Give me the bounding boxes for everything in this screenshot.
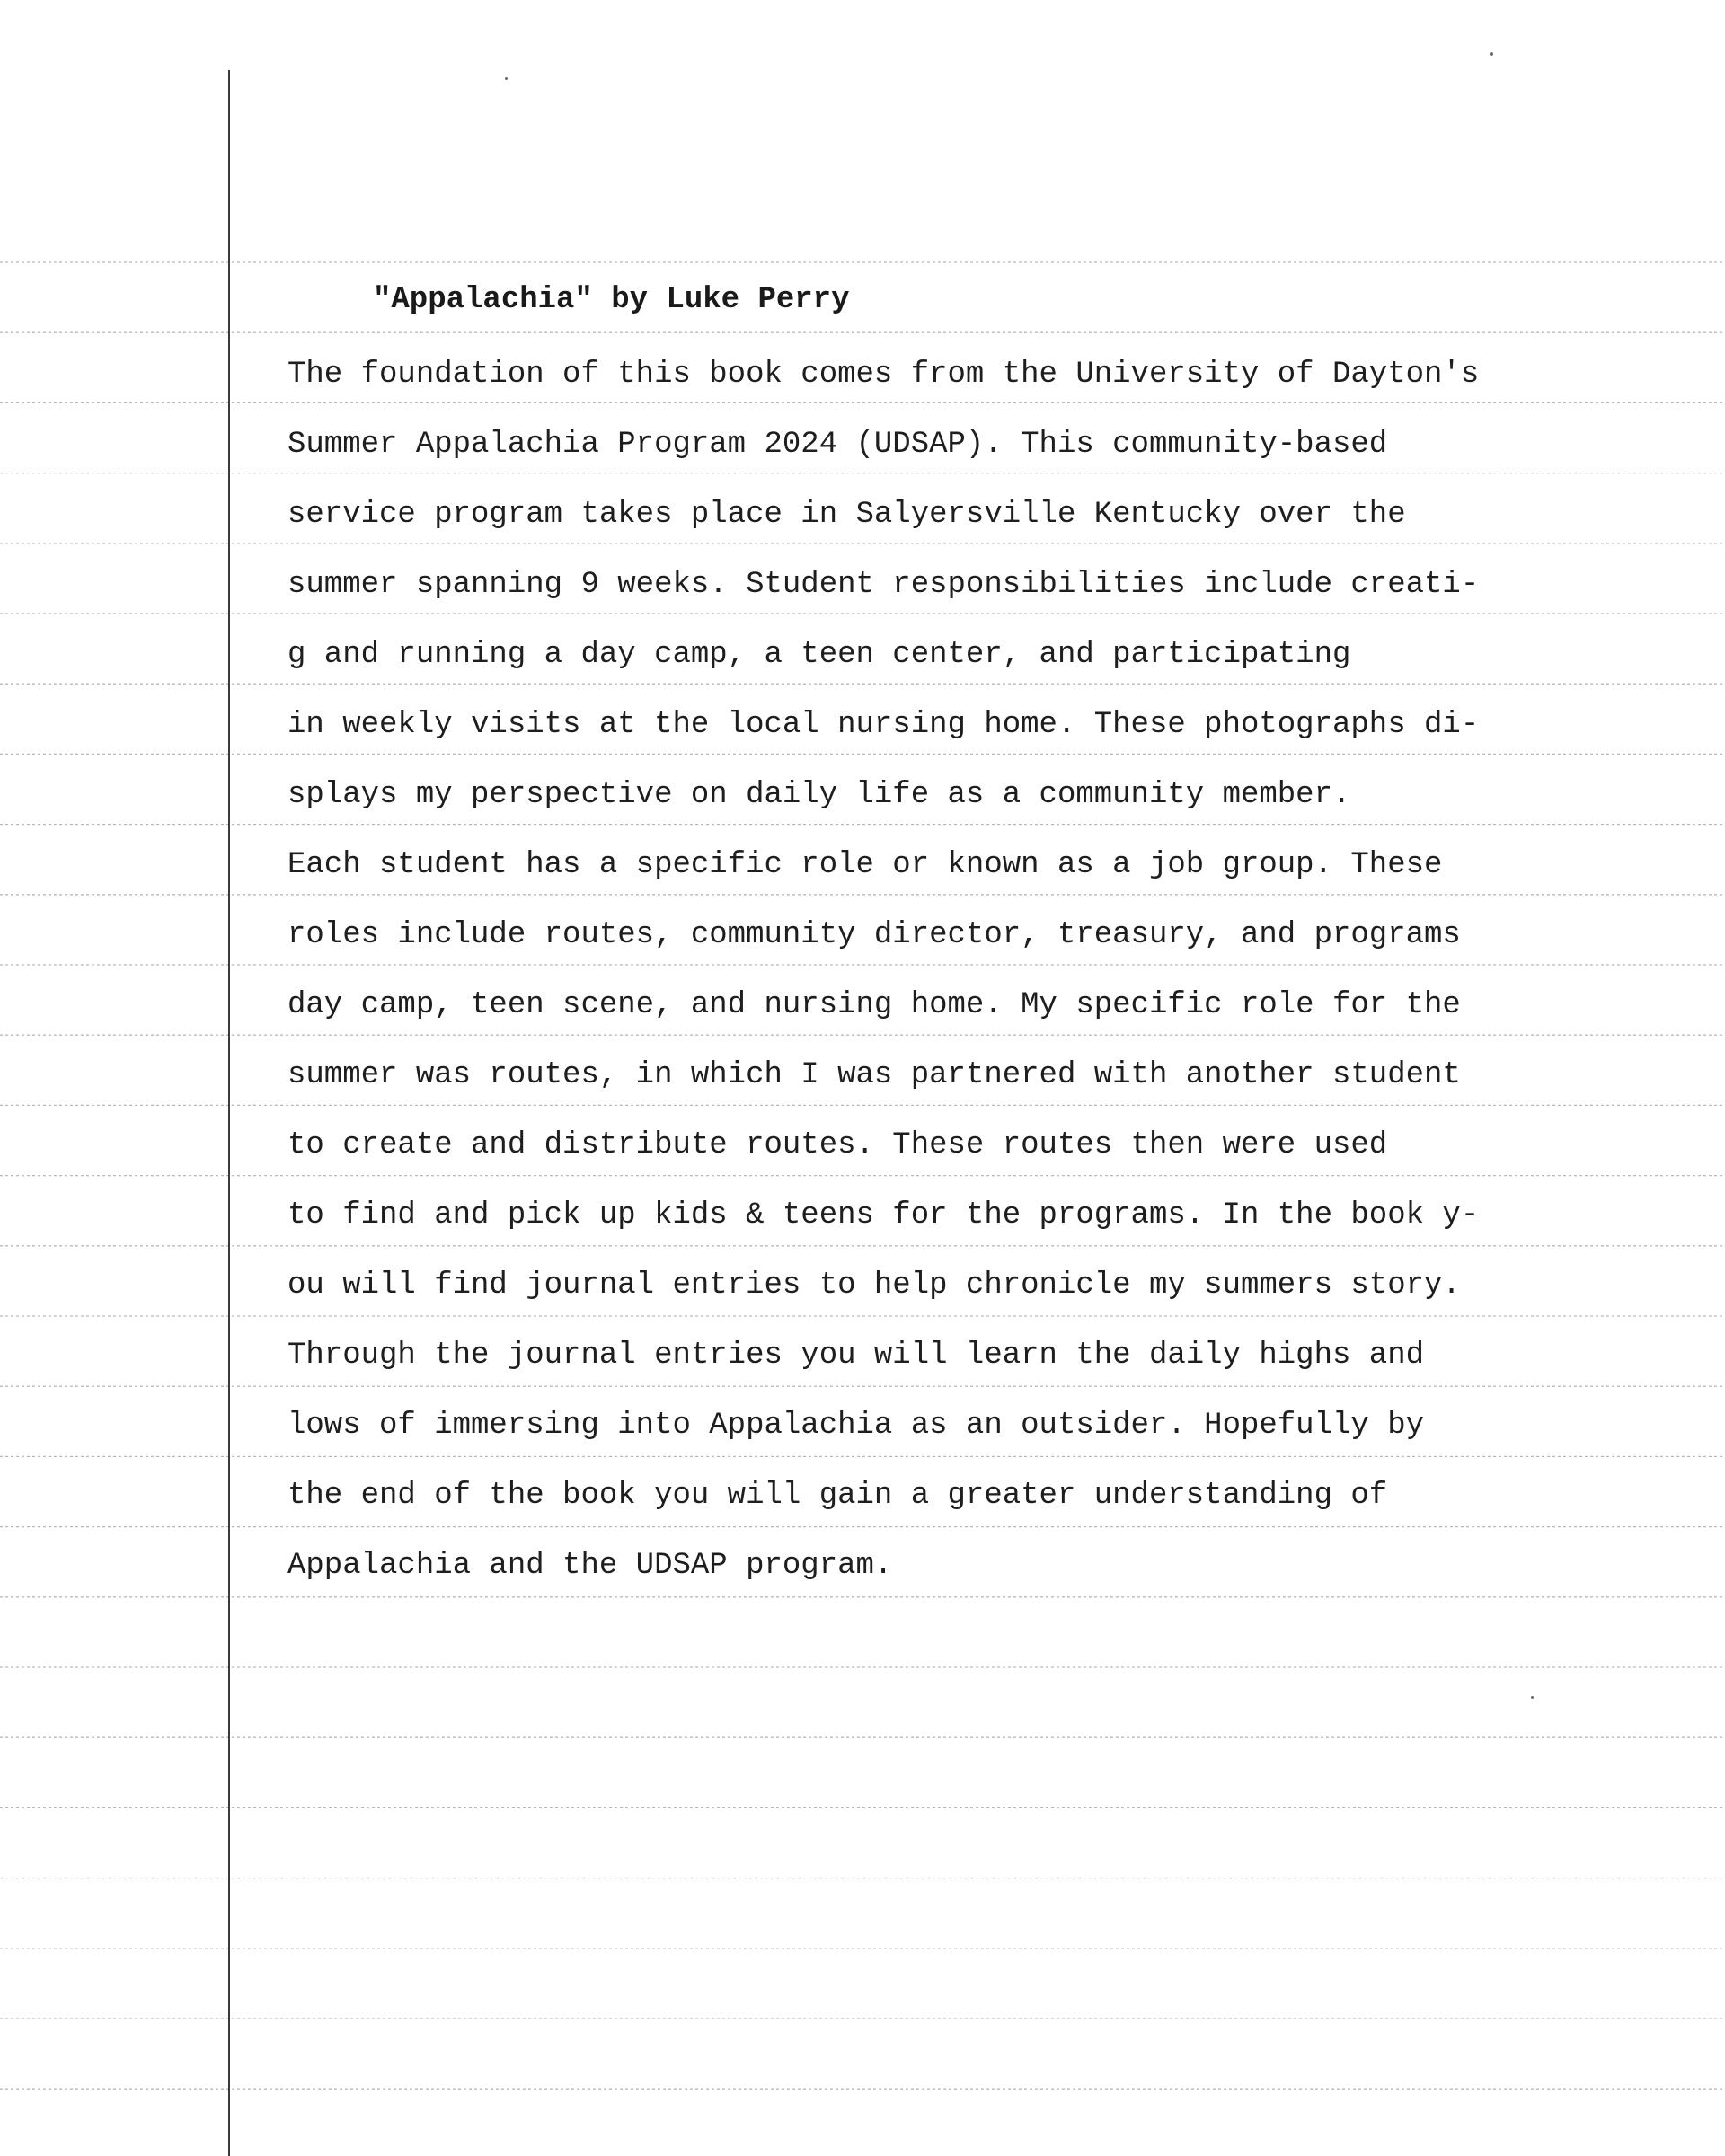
text-line: Through the journal entries you will learn the daily highs and: [288, 1339, 1425, 1373]
text-line: Appalachia and the UDSAP program.: [288, 1549, 893, 1583]
text-line: day camp, teen scene, and nursing home. My specific role for the: [288, 988, 1461, 1022]
text-line: to find and pick up kids & teens for the programs. In the book y-: [288, 1198, 1480, 1233]
body-text: [288, 349, 1707, 1610]
margin-line: [228, 70, 230, 2156]
text-line: summer spanning 9 weeks. Student responsibilities include creati-: [288, 568, 1480, 602]
text-line: ou will find journal entries to help chronicle my summers story.: [288, 1268, 1461, 1303]
text-line: the end of the book you will gain a greater understanding of: [288, 1479, 1388, 1513]
paper-speck: [1490, 52, 1493, 56]
document-title: "Appalachia" by Luke Perry: [373, 283, 850, 317]
text-line: service program takes place in Salyersville Kentucky over the: [288, 498, 1406, 532]
text-line: roles include routes, community director, treasury, and programs: [288, 918, 1461, 952]
text-line: Each student has a specific role or known as a job group. These: [288, 848, 1443, 882]
text-line: splays my perspective on daily life as a community member.: [288, 778, 1351, 812]
paper-speck: [1531, 1696, 1534, 1699]
paper-speck: [505, 77, 508, 80]
text-line: The foundation of this book comes from the University of Dayton's: [288, 358, 1480, 392]
text-line: lows of immersing into Appalachia as an outsider. Hopefully by: [288, 1409, 1425, 1443]
text-line: summer was routes, in which I was partnered with another student: [288, 1058, 1461, 1092]
text-line: Summer Appalachia Program 2024 (UDSAP). This community-based: [288, 428, 1388, 462]
text-line: g and running a day camp, a teen center, and participating: [288, 638, 1351, 672]
text-line: to create and distribute routes. These routes then were used: [288, 1128, 1388, 1162]
text-line: in weekly visits at the local nursing home. These photographs di-: [288, 708, 1480, 742]
